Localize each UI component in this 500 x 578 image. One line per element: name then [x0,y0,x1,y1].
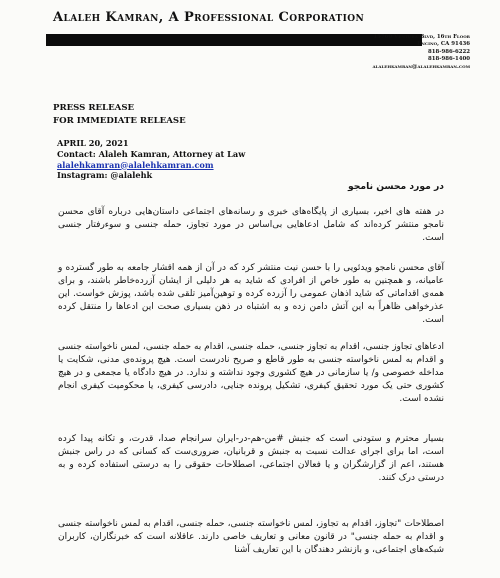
address-fax: 818-986-1400 [428,56,470,63]
release-date: APRIL 20, 2021 [57,138,129,148]
immediate-release-label: FOR IMMEDIATE RELEASE [53,116,186,126]
paragraph-1: در هفته های اخیر، بسیاری از پایگاه‌های خبری و رسانه‌های اجتماعی داستان‌هایی درباره آقای محسن نامجو منتشر کرده‌اند که شامل ادعاهایی بی‌اساس در مورد تجاوز، حمله جنسی و سوءرفتار جنسی است. [58,207,444,243]
statement-heading: در مورد محسن نامجو [348,181,444,192]
address-phone: 818-986-6222 [428,48,470,55]
release-meta [57,138,245,181]
contact-email-link[interactable]: alalehkamran@alalehkamran.com [57,159,214,170]
paragraph-2: آقای محسن نامجو ویدئویی را با حسن نیت منتشر کرد که در آن از همه اقشار جامعه به طور گسترده و عامیانه، و همچنین به طور خاص از افرادی که شاید به هر دلیلی از ایشان آزرده‌خاطر باشند، و برای همه‌ی اقداماتی که شاید اذهان عمومی را آزرده کرده و توهین‌آمیز تلقی شده باشد، پوزش خواست. این عذرخواهی ظاهراً به این آتش دامن زده و به اشتباه در ذهن بسیاری صحت این ادعاها را منتقل کرده است. [58,263,444,325]
contact-line: Contact: Alaleh Kamran, Attorney at Law [57,148,246,159]
address-street: 15760 Ventura Blvd, 16th Floor [373,34,470,40]
firm-name: Alaleh Kamran, A Professional Corporation [53,10,365,25]
address-email: alalehkamran@alalehkamran.com [372,63,470,70]
paragraph-4: بسیار محترم و ستودنی است که جنبش #من-هم-در-ایران سرانجام صدا، قدرت، و تکانه پیدا کرده است، اما برای اجرای عدالت نسبت به جنبش و قربانیان، ضروری‌ست که کسانی که در راس جنبش هستند، اعم از گزارشگران و یا فعالان اجتماعی، اصطلاحات حقوقی را به درستی استفاده کرده و به درستی درک کنند. [58,434,444,483]
firm-address-block [330,34,470,71]
press-release-label: PRESS RELEASE [53,103,135,113]
address-city: Encino, CA 91436 [417,41,470,48]
paragraph-3: ادعاهای تجاوز جنسی، اقدام به تجاوز جنسی، حمله جنسی، اقدام به حمله جنسی، لمس ناخواسته جنسی و اقدام به لمس ناخواسته جنسی به طور قاطع و صریح نادرست است. هیچ پرونده‌ی مدنی، شکایت یا مداخله خصوصی و/ یا سازمانی در هیچ کشوری وجود نداشته و ندارد. در هیچ دادگاه یا مجمعی و در هیچ کشوری حتی یک مورد تحقیق کیفری، تشکیل پرونده جنایی، دادرسی کیفری، یا محکومیت کیفری انجام نشده است. [58,342,444,404]
paragraph-5: اصطلاحات "تجاوز، اقدام به تجاوز، لمس ناخواسته جنسی، حمله جنسی، اقدام به لمس ناخواسته جنسی و اقدام به حمله جنسی" در قانون معانی و تعاریف خاصی دارند. عاقلانه است که خبرنگاران، کاربران شبکه‌های اجتماعی، و بازنشر دهندگان با این تعاریف آشنا [58,519,444,555]
instagram-handle: Instagram: @alalehk [57,170,153,181]
